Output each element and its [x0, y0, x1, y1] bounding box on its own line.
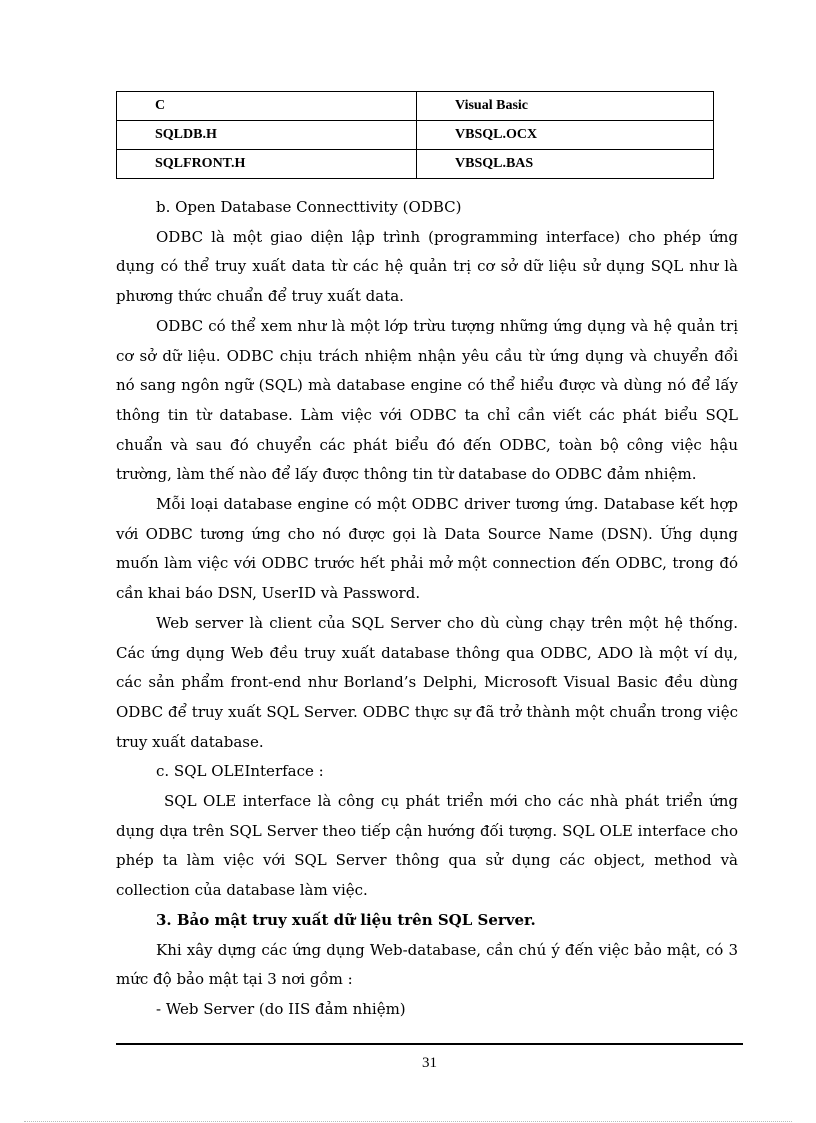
table-row: [117, 92, 714, 121]
body-text: [116, 193, 738, 1025]
page-bottom-divider: [24, 1121, 792, 1122]
table-row: [117, 121, 714, 150]
paragraph: Khi xây dựng các ứng dụng Web-database, cần chú ý đến việc bảo mật, có 3 mức độ bảo mật tại 3 nơi gồm :: [116, 940, 738, 989]
section-heading-security: 3. Bảo mật truy xuất dữ liệu trên SQL Server.: [156, 910, 536, 929]
paragraph: Mỗi loại database engine có một ODBC driver tương ứng. Database kết hợp với ODBC tương ứng cho nó được gọi là Data Source Name (DSN). Ứng dụng muốn làm việc với ODBC trước hết phải mở một connection đến ODBC, trong đó cần khai báo DSN, UserID và Password.: [116, 495, 738, 603]
paragraph: Web server là client của SQL Server cho dù cùng chạy trên một hệ thống. Các ứng dụng Web đều truy xuất database thông qua ODBC, ADO là một ví dụ, các sản phẩm front-end như Borland’s Delphi, Microsoft Visual Basic đều dùng ODBC để truy xuất SQL Server. ODBC thực sự đã trở thành một chuẩn trong việc truy xuất database.: [116, 613, 738, 751]
footer-rule: [116, 1043, 743, 1045]
table-cell: Visual Basic: [417, 92, 714, 121]
table-cell: SQLFRONT.H: [117, 150, 417, 179]
section-heading-sql-ole: c. SQL OLEInterface :: [156, 762, 324, 781]
table-row: [117, 150, 714, 179]
table-cell: SQLDB.H: [117, 121, 417, 150]
library-table: [116, 91, 714, 179]
list-item: - Web Server (do IIS đảm nhiệm): [156, 999, 406, 1018]
section-heading-odbc: b. Open Database Connecttivity (ODBC): [156, 198, 462, 216]
table-cell: VBSQL.BAS: [417, 150, 714, 179]
paragraph: ODBC là một giao diện lập trình (programming interface) cho phép ứng dụng có thể truy xuất data từ các hệ quản trị cơ sở dữ liệu sử dụng SQL như là phương thức chuẩn để truy xuất data.: [116, 227, 738, 306]
table-cell: C: [117, 92, 417, 121]
table-cell: VBSQL.OCX: [417, 121, 714, 150]
page-number: 31: [422, 1055, 437, 1071]
paragraph: SQL OLE interface là công cụ phát triển mới cho các nhà phát triển ứng dụng dựa trên SQL Server theo tiếp cận hướng đối tượng. SQL OLE interface cho phép ta làm việc với SQL Server thông qua sử dụng các object, method và collection của database làm việc.: [116, 792, 738, 900]
paragraph: ODBC có thể xem như là một lớp trừu tượng những ứng dụng và hệ quản trị cơ sở dữ liệu. ODBC chịu trách nhiệm nhận yêu cầu từ ứng dụng và chuyển đổi nó sang ngôn ngữ (SQL) mà database engine có thể hiểu được và dùng nó để lấy thông tin từ database. Làm việc với ODBC ta chỉ cần viết các phát biểu SQL chuẩn và sau đó chuyển các phát biểu đó đến ODBC, toàn bộ công việc hậu trường, làm thế nào để lấy được thông tin từ database do ODBC đảm nhiệm.: [116, 316, 738, 484]
